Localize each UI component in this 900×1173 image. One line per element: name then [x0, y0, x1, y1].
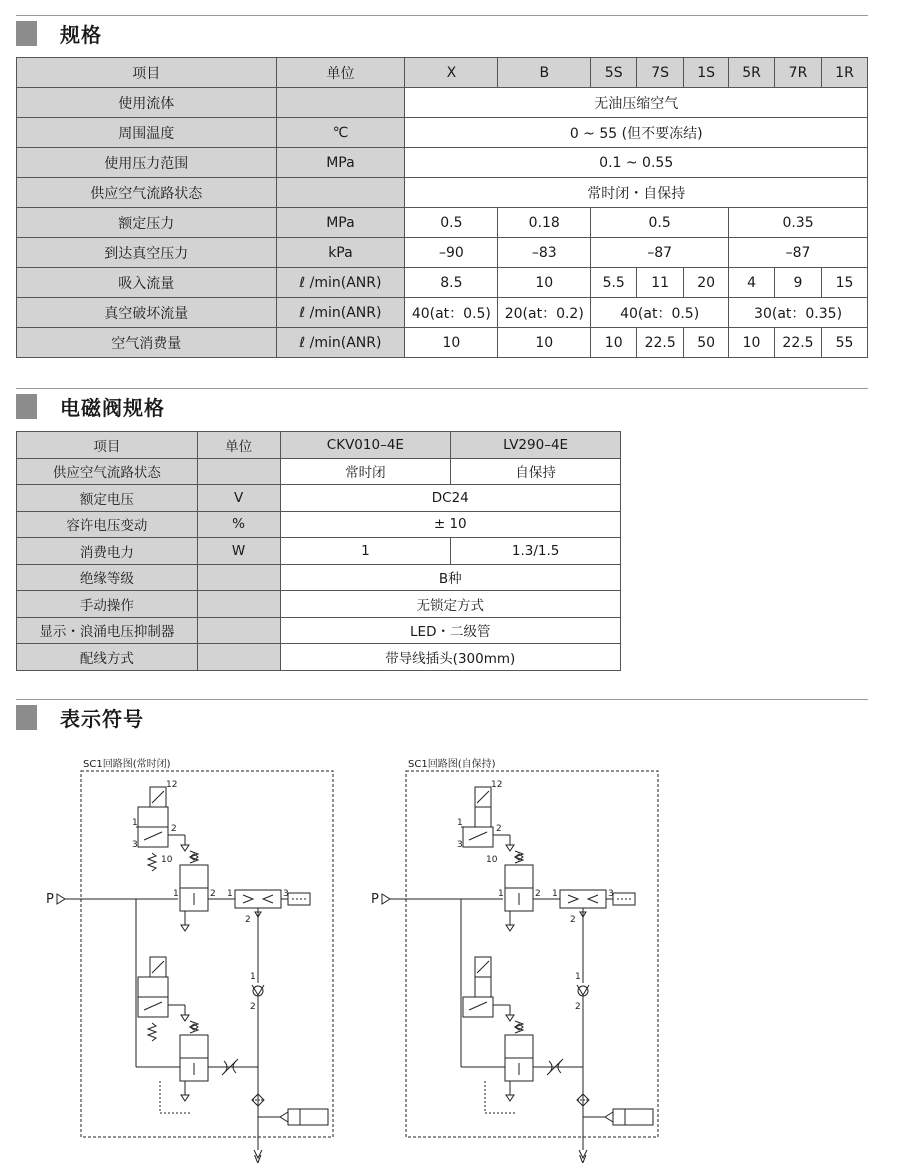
port-num: 3: [283, 889, 289, 899]
row-label: 吸入流量: [17, 268, 277, 298]
cell-s: 0.5: [591, 208, 729, 238]
row-unit: MPa: [276, 208, 405, 238]
header-cell: 单位: [197, 432, 280, 459]
spec-section: [16, 15, 868, 47]
header-cell: B: [498, 58, 591, 88]
port-p-label: P: [46, 892, 54, 907]
row-unit: [197, 458, 280, 485]
cell-1s: 20: [684, 268, 729, 298]
row-unit: MPa: [276, 148, 405, 178]
port-num: 2: [535, 889, 541, 899]
row-unit: ℓ /min(ANR): [276, 298, 405, 328]
port-p-label: P: [371, 892, 379, 907]
row-value: B种: [280, 564, 621, 591]
port-num: 1: [227, 889, 233, 899]
port-num: 1: [250, 972, 256, 982]
solenoid-table: [16, 431, 621, 671]
cell-5r: 10: [729, 328, 775, 358]
row-unit: [276, 88, 405, 118]
table-row: [17, 208, 868, 238]
cell-5s: 10: [591, 328, 637, 358]
spec-header: [16, 15, 868, 47]
port-num: 2: [210, 889, 216, 899]
port-num: 3: [608, 889, 614, 899]
cell-x: 10: [405, 328, 498, 358]
row-value: 常时闭・自保持: [405, 178, 868, 208]
port-num: 2: [570, 915, 576, 925]
table-row: [17, 238, 868, 268]
row-unit: V: [197, 485, 280, 512]
row-unit: W: [197, 538, 280, 565]
row-unit: ℓ /min(ANR): [276, 268, 405, 298]
header-cell: 5S: [591, 58, 637, 88]
table-row: [17, 328, 868, 358]
row-unit: [197, 564, 280, 591]
diagram-label-nc: SC1回路图(常时闭): [83, 759, 171, 770]
cell-b: 10: [498, 268, 591, 298]
row-label: 额定压力: [17, 208, 277, 238]
cell-a: 1: [280, 538, 451, 565]
port-p-arrow: [382, 894, 390, 904]
row-value: 0.1 ~ 0.55: [405, 148, 868, 178]
divider: [16, 699, 868, 700]
cell-b: 0.18: [498, 208, 591, 238]
divider: [16, 388, 868, 389]
cell-1r: 55: [821, 328, 867, 358]
port-num: 3: [132, 840, 138, 850]
section-marker: [16, 705, 37, 730]
cell-7s: 22.5: [637, 328, 684, 358]
row-unit: %: [197, 511, 280, 538]
cell-a: 常时闭: [280, 458, 451, 485]
row-unit: ℓ /min(ANR): [276, 328, 405, 358]
table-row: [17, 118, 868, 148]
row-label: 消费电力: [17, 538, 198, 565]
header-cell: 项目: [17, 432, 198, 459]
table-row: [17, 148, 868, 178]
table-row: [17, 511, 621, 538]
row-label: 容许电压变动: [17, 511, 198, 538]
cell-r: –87: [729, 238, 868, 268]
table-row: [17, 88, 868, 118]
row-label: 手动操作: [17, 591, 198, 618]
port-num: 12: [491, 780, 503, 790]
table-row: [17, 178, 868, 208]
row-value: 无油压缩空气: [405, 88, 868, 118]
row-unit: [197, 591, 280, 618]
table-row: [17, 538, 621, 565]
port-num: 2: [496, 824, 502, 834]
row-label: 周围温度: [17, 118, 277, 148]
cell-s: –87: [591, 238, 729, 268]
table-row: [17, 591, 621, 618]
port-num: 1: [132, 818, 138, 828]
cell-r: 0.35: [729, 208, 868, 238]
row-value: LED・二级管: [280, 617, 621, 644]
port-v-label: V: [579, 1153, 587, 1165]
port-num: 10: [486, 855, 498, 865]
divider: [16, 15, 868, 16]
cell-r: 30(at：0.35): [729, 298, 868, 328]
row-label: 空气消费量: [17, 328, 277, 358]
row-unit: [276, 178, 405, 208]
cell-x: 8.5: [405, 268, 498, 298]
row-label: 供应空气流路状态: [17, 458, 198, 485]
section-title: 表示符号: [60, 707, 144, 731]
port-num: 2: [575, 1002, 581, 1012]
cell-b: 自保持: [451, 458, 621, 485]
boundary-box: [81, 771, 333, 1137]
row-unit: [197, 644, 280, 671]
spec-table: [16, 57, 868, 358]
table-row: [17, 268, 868, 298]
port-num: 12: [166, 780, 178, 790]
port-num: 2: [171, 824, 177, 834]
section-marker: [16, 21, 37, 46]
boundary-box: [406, 771, 658, 1137]
row-value: 带导线插头(300mm): [280, 644, 621, 671]
row-label: 到达真空压力: [17, 238, 277, 268]
port-num: 2: [250, 1002, 256, 1012]
row-label: 额定电压: [17, 485, 198, 512]
header-cell: X: [405, 58, 498, 88]
cell-5s: 5.5: [591, 268, 637, 298]
section-title: 规格: [60, 23, 102, 47]
cell-b: 10: [498, 328, 591, 358]
port-num: 1: [552, 889, 558, 899]
solenoid-section: [16, 388, 868, 420]
header-cell: 1R: [821, 58, 867, 88]
row-label: 使用流体: [17, 88, 277, 118]
row-label: 绝缘等级: [17, 564, 198, 591]
diagram-label-latch: SC1回路图(自保持): [408, 759, 496, 770]
table-row: [17, 458, 621, 485]
solenoid-header: [16, 388, 868, 420]
cell-b: –83: [498, 238, 591, 268]
header-cell: 1S: [684, 58, 729, 88]
row-value: ± 10: [280, 511, 621, 538]
cell-1r: 15: [821, 268, 867, 298]
row-unit: ℃: [276, 118, 405, 148]
port-num: 1: [575, 972, 581, 982]
section-title: 电磁阀规格: [60, 396, 165, 420]
header-cell: 项目: [17, 58, 277, 88]
symbols-section: [16, 699, 868, 731]
table-header-row: [17, 58, 868, 88]
header-cell: 7S: [637, 58, 684, 88]
port-p-arrow: [57, 894, 65, 904]
cell-s: 40(at：0.5): [591, 298, 729, 328]
port-num: 3: [457, 840, 463, 850]
header-cell: 7R: [775, 58, 822, 88]
row-label: 使用压力范围: [17, 148, 277, 178]
row-unit: [197, 617, 280, 644]
cell-7r: 9: [775, 268, 822, 298]
row-label: 供应空气流路状态: [17, 178, 277, 208]
header-cell: 单位: [276, 58, 405, 88]
cell-x: 0.5: [405, 208, 498, 238]
section-marker: [16, 394, 37, 419]
port-num: 1: [173, 889, 179, 899]
circuit-diagram-nc: [40, 765, 340, 1165]
cell-x: 40(at：0.5): [405, 298, 498, 328]
port-num: 1: [457, 818, 463, 828]
symbols-header: [16, 699, 868, 731]
table-row: [17, 564, 621, 591]
header-cell: LV290–4E: [451, 432, 621, 459]
row-label: 显示・浪涌电压抑制器: [17, 617, 198, 644]
cell-x: –90: [405, 238, 498, 268]
port-num: 1: [498, 889, 504, 899]
row-label: 配线方式: [17, 644, 198, 671]
row-value: DC24: [280, 485, 621, 512]
row-value: 无锁定方式: [280, 591, 621, 618]
row-value: 0 ~ 55 (但不要冻结): [405, 118, 868, 148]
port-v-label: V: [254, 1153, 262, 1165]
table-row: [17, 617, 621, 644]
table-row: [17, 644, 621, 671]
cell-1s: 50: [684, 328, 729, 358]
port-num: 2: [245, 915, 251, 925]
table-row: [17, 298, 868, 328]
header-cell: CKV010–4E: [280, 432, 451, 459]
table-header-row: [17, 432, 621, 459]
circuit-diagram-latch: [365, 765, 665, 1165]
header-cell: 5R: [729, 58, 775, 88]
cell-7s: 11: [637, 268, 684, 298]
cell-b: 20(at：0.2): [498, 298, 591, 328]
cell-5r: 4: [729, 268, 775, 298]
port-num: 10: [161, 855, 173, 865]
cell-7r: 22.5: [775, 328, 822, 358]
row-label: 真空破坏流量: [17, 298, 277, 328]
table-row: [17, 485, 621, 512]
cell-b: 1.3/1.5: [451, 538, 621, 565]
row-unit: kPa: [276, 238, 405, 268]
